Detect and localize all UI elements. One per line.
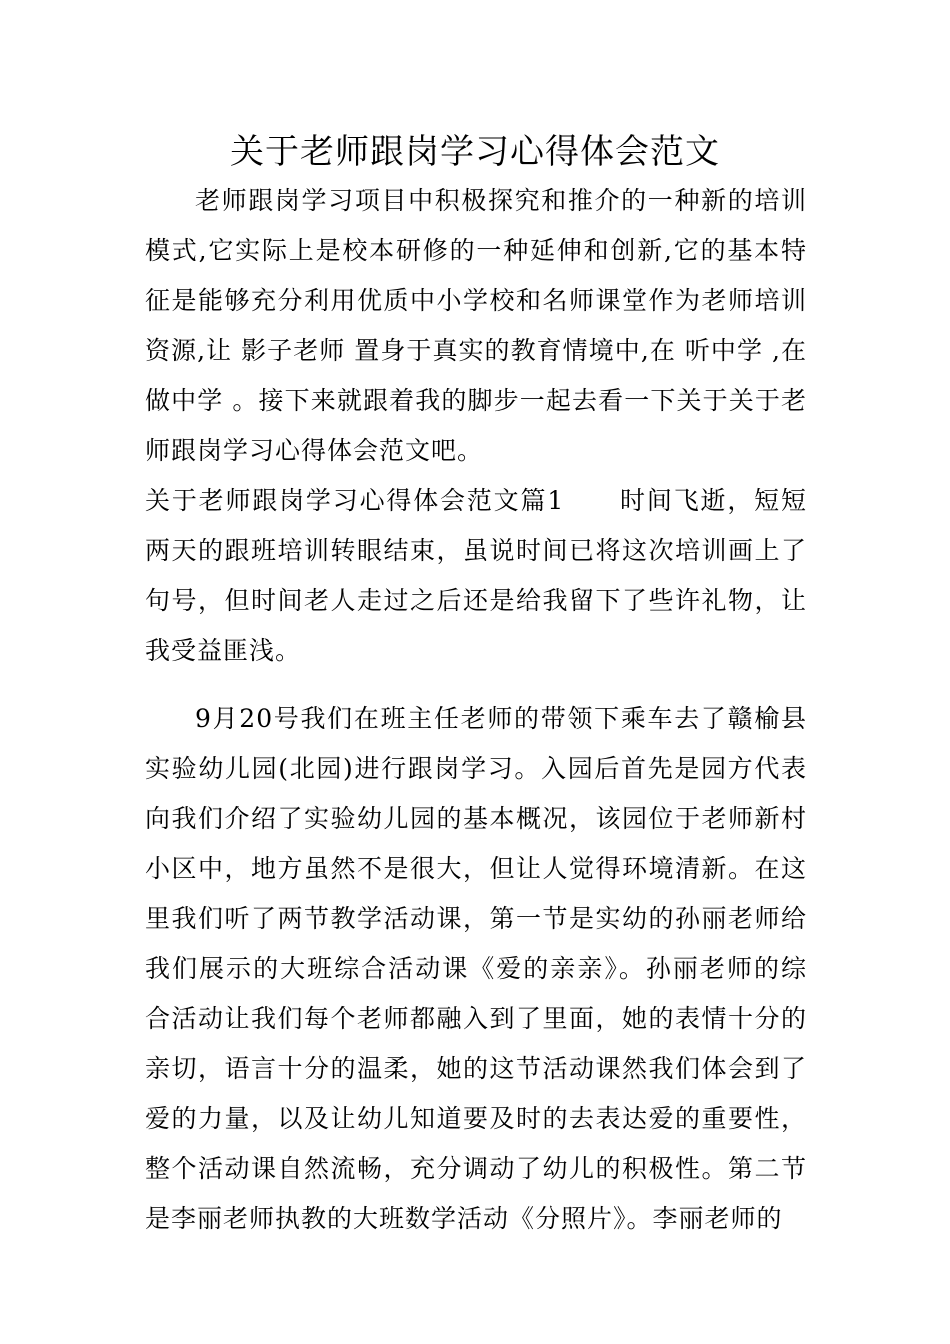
document-title: 关于老师跟岗学习心得体会范文	[230, 132, 720, 172]
document-body	[145, 176, 807, 1244]
section-1-text: 时间飞逝，短短两天的跟班培训转眼结束，虽说时间已将这次培训画上了句号，但时间老人走过之后还是给我留下了些许礼物，让我受益匪浅。	[145, 486, 807, 665]
body-paragraph: 9月20号我们在班主任老师的带领下乘车去了赣榆县实验幼儿园(北园)进行跟岗学习。入园后首先是园方代表向我们介绍了实验幼儿园的基本概况，该园位于老师新村小区中，地方虽然不是很大，但让人觉得环境清新。在这里我们听了两节教学活动课，第一节是实幼的孙丽老师给我们展示的大班综合活动课《爱的亲亲》。孙丽老师的综合活动让我们每个老师都融入到了里面，她的表情十分的亲切，语言十分的温柔，她的这节活动课然我们体会到了爱的力量，以及让幼儿知道要及时的去表达爱的重要性，整个活动课自然流畅，充分调动了幼儿的积极性。第二节是李丽老师执教的大班数学活动《分照片》。李丽老师的	[145, 704, 807, 1233]
intro-paragraph: 老师跟岗学习项目中积极探究和推介的一种新的培训模式,它实际上是校本研修的一种延伸和创新,它的基本特征是能够充分利用优质中小学校和名师课堂作为老师培训资源,让 影子老师 置身于真实的教育情境中,在 听中学 ,在 做中学 。接下来就跟着我的脚步一起去看一下关于关于老师跟岗学习心得体会范文吧。	[145, 186, 807, 465]
section-1-paragraph	[145, 476, 807, 676]
section-heading: 关于老师跟岗学习心得体会范文篇1	[145, 486, 565, 515]
